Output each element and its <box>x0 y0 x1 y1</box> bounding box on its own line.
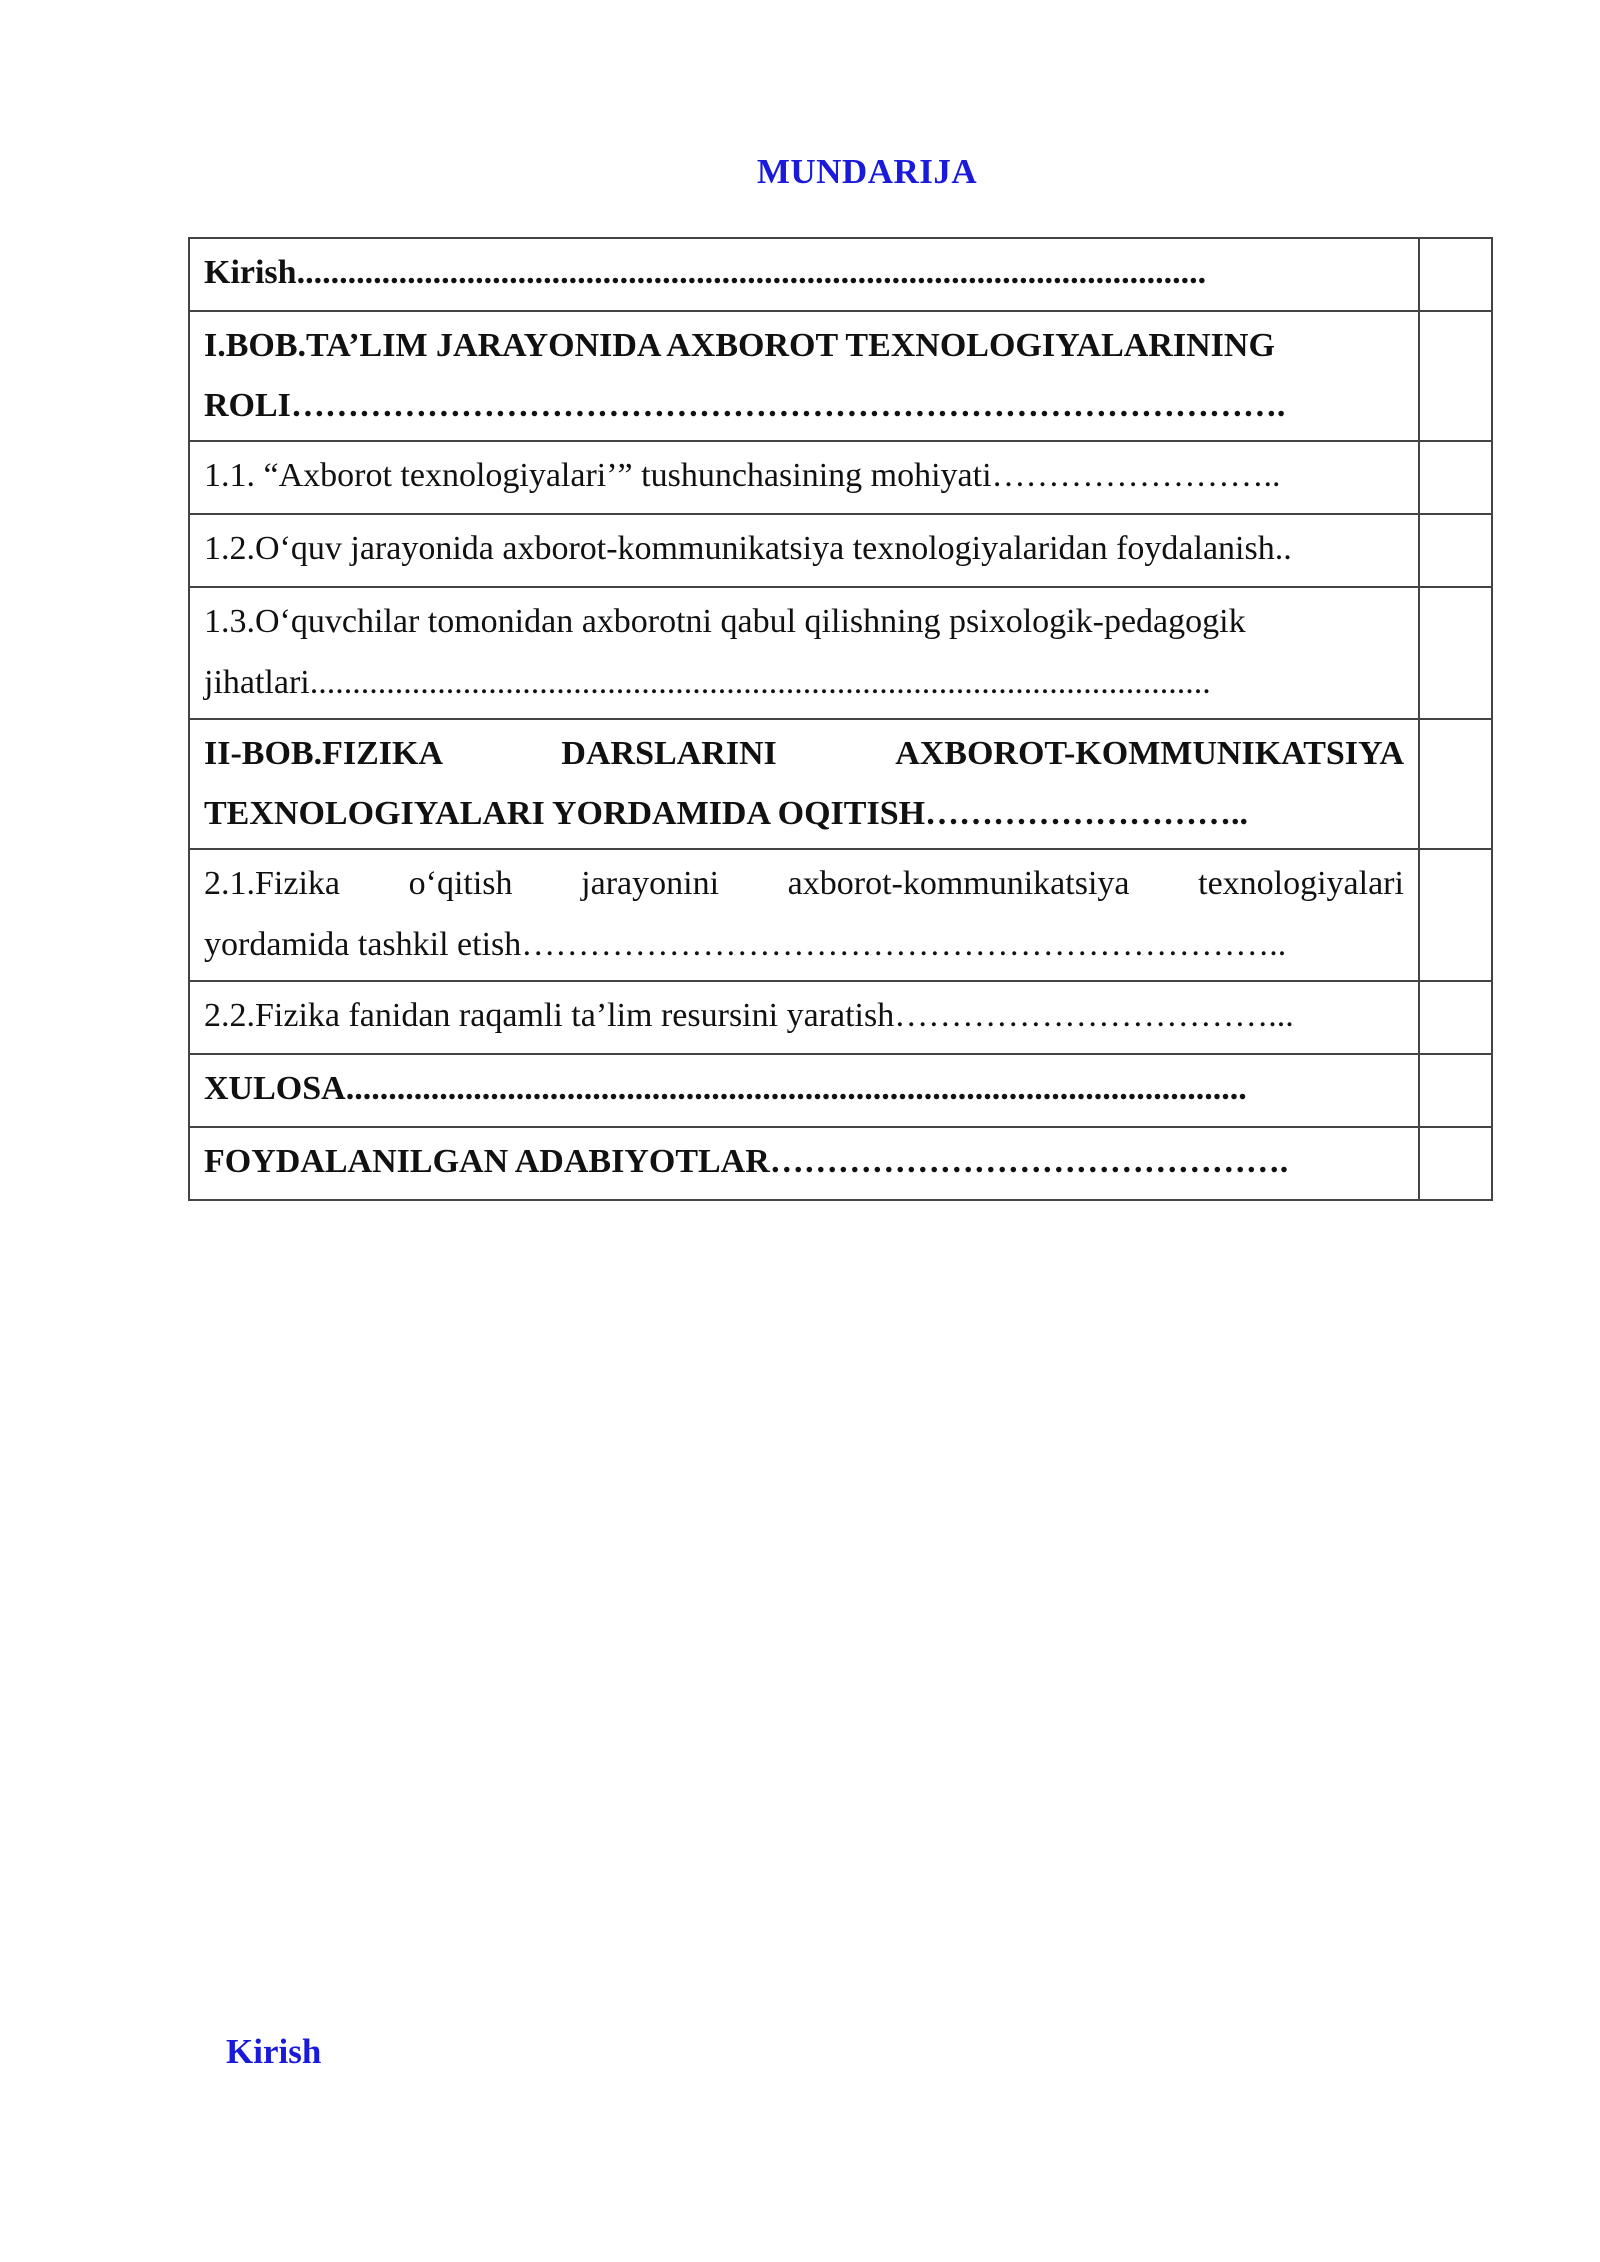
toc-page-cell <box>1419 719 1492 849</box>
toc-entry-line: yordamida tashkil etish………………………………………………………….. <box>204 926 1287 963</box>
toc-page-cell <box>1419 514 1492 587</box>
toc-entry-1-2[interactable]: 1.2.O‘quv jarayonida axborot-kommunikatsiya texnologiyalaridan foydalanish.. <box>189 514 1419 587</box>
toc-entry-chapter-1[interactable] <box>189 311 1419 441</box>
toc-word: II-BOB.FIZIKA <box>204 735 443 772</box>
toc-page-cell <box>1419 587 1492 719</box>
toc-entry-line: 1.3.O‘quvchilar tomonidan axborotni qabul qilishning psixologik-pedagogik <box>204 603 1246 640</box>
toc-page-cell <box>1419 311 1492 441</box>
toc-entry-2-1[interactable] <box>189 849 1419 981</box>
toc-entry-line: ROLI……………………………………………………………………………. <box>204 387 1286 424</box>
toc-entry-adabiyotlar[interactable]: FOYDALANILGAN ADABIYOTLAR………………………………………. <box>189 1127 1419 1200</box>
table-of-contents <box>188 237 1493 1201</box>
toc-word: 2.1.Fizika <box>204 865 340 902</box>
toc-row <box>189 719 1492 849</box>
toc-row <box>189 311 1492 441</box>
toc-word: o‘qitish <box>408 865 513 902</box>
toc-page-cell <box>1419 441 1492 514</box>
toc-entry-line-justified <box>204 852 1404 916</box>
toc-word: jarayonini <box>581 865 720 902</box>
toc-entry-chapter-2[interactable] <box>189 719 1419 849</box>
toc-page-cell <box>1419 849 1492 981</box>
page-title: MUNDARIJA <box>756 152 978 191</box>
toc-entry-1-1[interactable]: 1.1. “Axborot texnologiyalari’” tushunchasining mohiyati…………………….. <box>189 441 1419 514</box>
toc-entry-kirish[interactable]: Kirish........................................................................................................... <box>189 238 1419 311</box>
toc-page-cell <box>1419 981 1492 1054</box>
toc-row <box>189 849 1492 981</box>
toc-page-cell <box>1419 1054 1492 1127</box>
toc-entry-line: jihatlari.......................................................................................................... <box>204 664 1211 701</box>
toc-entry-1-3[interactable] <box>189 587 1419 719</box>
toc-page-cell <box>1419 238 1492 311</box>
toc-entry-line-justified <box>204 722 1404 786</box>
toc-word: AXBOROT-KOMMUNIKATSIYA <box>895 735 1404 772</box>
toc-row <box>189 981 1492 1054</box>
section-heading-kirish: Kirish <box>226 2032 322 2071</box>
toc-row <box>189 587 1492 719</box>
toc-row <box>189 1054 1492 1127</box>
toc-page-cell <box>1419 1127 1492 1200</box>
toc-entry-line: I.BOB.TA’LIM JARAYONIDA AXBOROT TEXNOLOGIYALARINING <box>204 327 1275 364</box>
toc-entry-xulosa[interactable]: XULOSA.......................................................................................................... <box>189 1054 1419 1127</box>
toc-entry-line: TEXNOLOGIYALARI YORDAMIDA OQITISH……………………….. <box>204 795 1249 832</box>
toc-word: texnologiyalari <box>1198 865 1404 902</box>
toc-entry-2-2[interactable]: 2.2.Fizika fanidan raqamli ta’lim resursini yaratish……………………………... <box>189 981 1419 1054</box>
toc-row <box>189 514 1492 587</box>
toc-row <box>189 238 1492 311</box>
toc-word: DARSLARINI <box>561 735 777 772</box>
toc-word: axborot-kommunikatsiya <box>787 865 1130 902</box>
toc-row <box>189 1127 1492 1200</box>
toc-row <box>189 441 1492 514</box>
